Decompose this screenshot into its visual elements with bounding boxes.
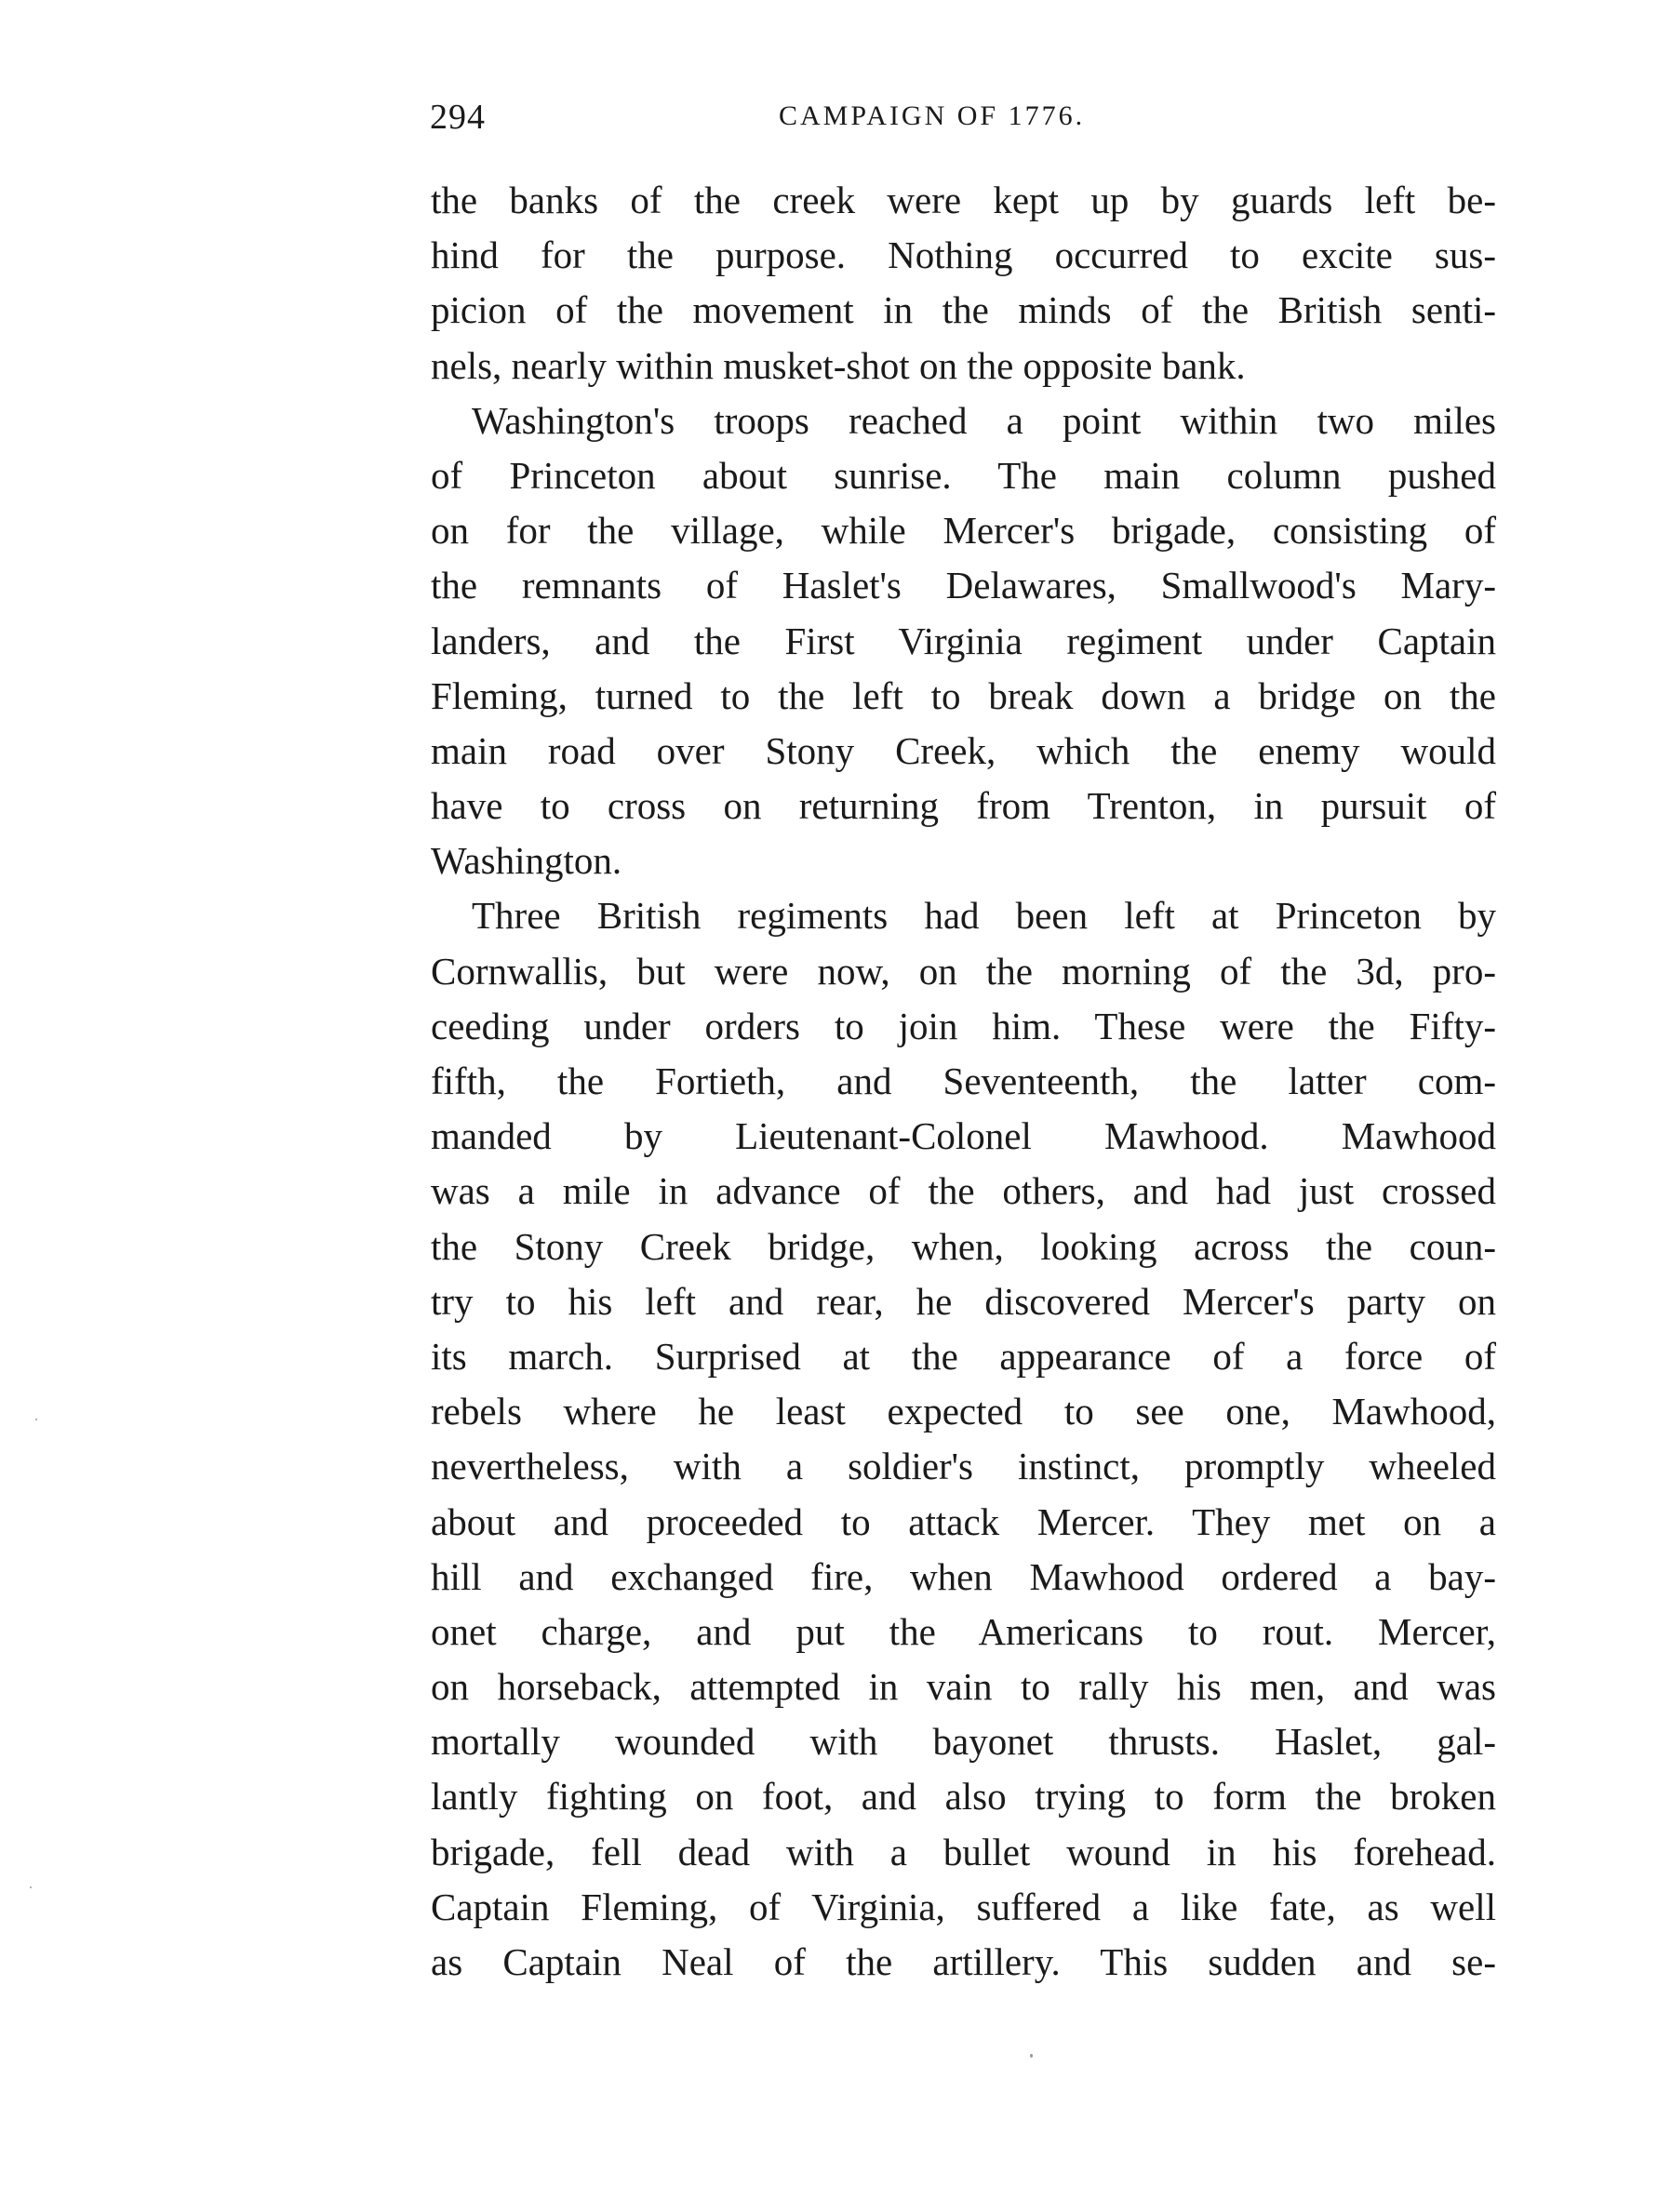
text-line: main road over Stony Creek, which the enemy would xyxy=(431,728,1496,772)
text-line: Three British regiments had been left at Princeton by xyxy=(472,894,1496,938)
paper-speck xyxy=(35,1419,37,1420)
page-header xyxy=(430,97,1500,153)
paragraph xyxy=(431,393,1496,889)
paragraph xyxy=(431,173,1496,393)
paper-speck xyxy=(1030,2054,1033,2058)
text-line: on horseback, attempted in vain to rally his men, and was xyxy=(431,1665,1496,1709)
text-line: mortally wounded with bayonet thrusts. Haslet, gal- xyxy=(431,1720,1496,1764)
text-line: on for the village, while Mercer's brigade, consisting of xyxy=(431,509,1496,553)
text-line: onet charge, and put the Americans to rout. Mercer, xyxy=(431,1609,1496,1653)
text-line: have to cross on returning from Trenton, in pursuit of xyxy=(431,784,1496,828)
text-line: Cornwallis, but were now, on the morning of the 3d, pro- xyxy=(431,949,1496,993)
body-text xyxy=(431,173,1496,1990)
text-line: ceeding under orders to join him. These were the Fifty- xyxy=(431,1004,1496,1047)
text-line: its march. Surprised at the appearance of a force of xyxy=(431,1334,1496,1378)
text-line: hind for the purpose. Nothing occurred to excite sus- xyxy=(431,233,1496,277)
text-line: as Captain Neal of the artillery. This sudden and se- xyxy=(431,1940,1496,1983)
text-line: Washington. xyxy=(431,839,622,883)
text-line: nels, nearly within musket-shot on the opposite bank. xyxy=(431,343,1246,387)
text-line: nevertheless, with a soldier's instinct, promptly wheeled xyxy=(431,1445,1496,1488)
text-line: the remnants of Haslet's Delawares, Smallwood's Mary- xyxy=(431,564,1496,607)
paper-speck xyxy=(30,1886,32,1888)
text-line: picion of the movement in the minds of the British senti- xyxy=(431,288,1496,332)
text-line: the Stony Creek bridge, when, looking across the coun- xyxy=(431,1224,1496,1268)
text-line: of Princeton about sunrise. The main column pushed xyxy=(431,453,1496,497)
text-line: hill and exchanged fire, when Mawhood ordered a bay- xyxy=(431,1554,1496,1598)
text-line: rebels where he least expected to see one, Mawhood, xyxy=(431,1390,1496,1433)
paragraph xyxy=(431,888,1496,1990)
text-line: manded by Lieutenant-Colonel Mawhood. Mawhood xyxy=(431,1114,1496,1158)
text-line: about and proceeded to attack Mercer. They met on a xyxy=(431,1499,1496,1543)
text-line: was a mile in advance of the others, and had just crossed xyxy=(431,1169,1496,1213)
text-line: fifth, the Fortieth, and Seventeenth, the latter com- xyxy=(431,1059,1496,1102)
text-line: landers, and the First Virginia regiment under Captain xyxy=(431,619,1496,662)
page-number: 294 xyxy=(430,98,486,137)
running-title: CAMPAIGN OF 1776. xyxy=(779,100,1086,131)
text-line: Captain Fleming, of Virginia, suffered a like fate, as well xyxy=(431,1885,1496,1928)
text-line: lantly fighting on foot, and also trying to form the broken xyxy=(431,1775,1496,1819)
text-line: Washington's troops reached a point within two miles xyxy=(472,398,1496,442)
text-line: Fleming, turned to the left to break down a bridge on the xyxy=(431,673,1496,717)
text-line: try to his left and rear, he discovered Mercer's party on xyxy=(431,1279,1496,1323)
text-line: the banks of the creek were kept up by guards left be- xyxy=(431,179,1496,221)
text-line: brigade, fell dead with a bullet wound in his forehead. xyxy=(431,1830,1496,1873)
